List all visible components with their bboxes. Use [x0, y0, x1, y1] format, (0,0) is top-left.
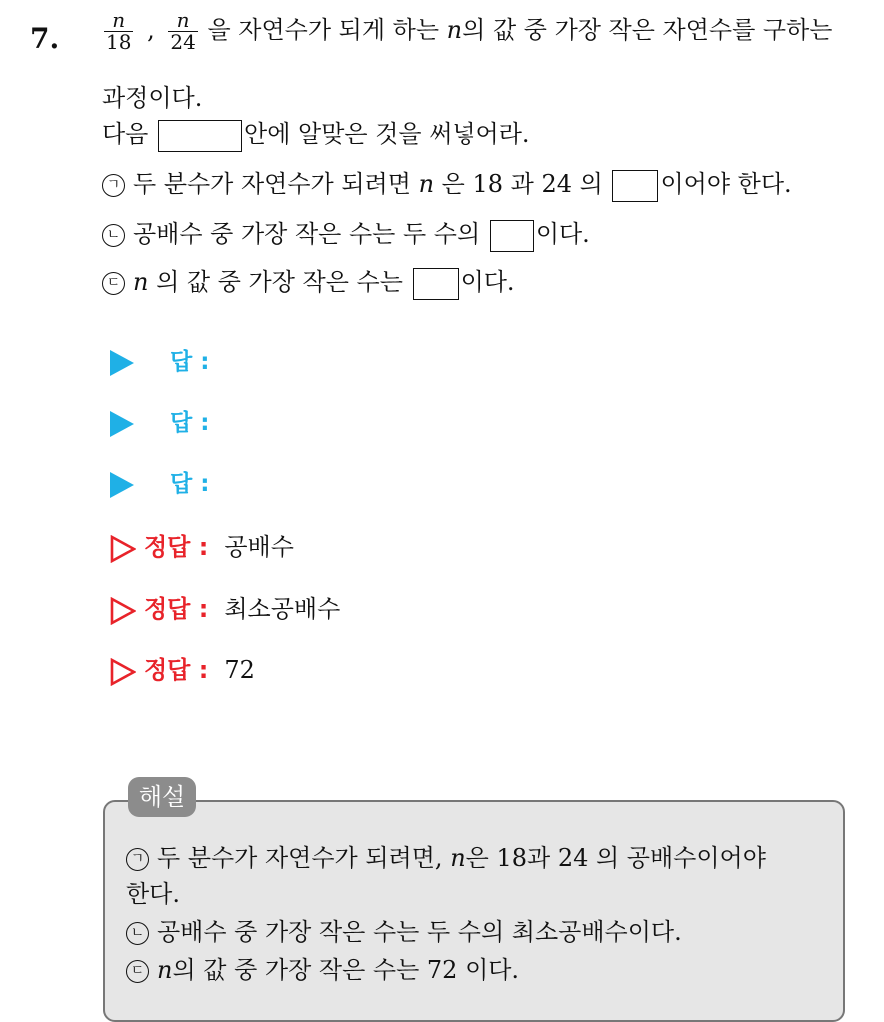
correct-answer-label: 정답 :: [144, 595, 209, 623]
answer-row-3: [110, 465, 209, 498]
outline-triangle-icon: [110, 535, 136, 563]
filled-triangle-icon: [110, 350, 134, 376]
blank-box: [612, 170, 658, 202]
question-line-2: 과정이다.: [102, 84, 203, 112]
question-text-part: 의 값 중 가장 작은 자연수를 구하는: [462, 16, 833, 44]
question-number: 7.: [30, 22, 60, 55]
solution-text: 은 18과 24 의 공배수이어야: [465, 844, 766, 872]
blank-box: [490, 220, 534, 252]
question-item-2: [102, 214, 590, 252]
answer-label: 답 :: [170, 410, 210, 436]
item-text: 공배수 중 가장 작은 수는 두 수의: [133, 220, 481, 248]
item-text: 이다.: [460, 268, 515, 296]
question-item-1: [102, 164, 792, 202]
circled-nieun-marker: ㄴ: [102, 224, 125, 247]
answer-label: 답 :: [170, 349, 210, 375]
solution-line-4: [126, 950, 519, 985]
correct-answer-row-2: [110, 589, 340, 625]
question-item-3: [102, 262, 515, 300]
question-line-1: $\frac{n}{18}$ , $\frac{n}{24}$ 을 자연수가 되게 하는 n의 값 중 가장 작은 자연수를 구하는: [106, 8, 833, 54]
correct-answer-value: 공배수: [224, 533, 294, 561]
solution-line-2: 한다.: [126, 880, 180, 908]
question-text-part: 을 자연수가 되게 하는: [207, 16, 440, 44]
circled-giyeok-marker: ㄱ: [126, 848, 149, 871]
answer-row-1: [110, 343, 209, 376]
fraction-n-over-18: [104, 10, 133, 53]
filled-triangle-icon: [110, 472, 134, 498]
outline-triangle-icon: [110, 597, 136, 625]
circled-digeut-marker: ㄷ: [126, 960, 149, 983]
correct-answer-label: 정답 :: [144, 656, 209, 684]
correct-answer-label: 정답 :: [144, 533, 209, 561]
question-line-3: [102, 114, 530, 152]
item-text: 두 분수가 자연수가 되려면: [133, 170, 411, 198]
solution-text: 두 분수가 자연수가 되려면,: [157, 844, 443, 872]
correct-answer-row-3: [110, 650, 255, 686]
correct-answer-row-1: [110, 527, 294, 563]
item-text: 은 18 과 24 의: [441, 170, 603, 198]
circled-giyeok-marker: ㄱ: [102, 174, 125, 197]
question-text-part: 안에 알맞은 것을 써넣어라.: [244, 120, 530, 148]
variable-n: n: [418, 170, 435, 198]
solution-line-1: [126, 838, 766, 873]
variable-n: n: [157, 956, 173, 984]
item-text: 의 값 중 가장 작은 수는: [156, 268, 403, 296]
blank-box: [413, 268, 459, 300]
correct-answer-value: 최소공배수: [224, 595, 341, 623]
fraction-numerator: n: [112, 8, 126, 32]
solution-text: 공배수 중 가장 작은 수는 두 수의 최소공배수이다.: [157, 918, 682, 946]
solution-box: [103, 800, 845, 1022]
solution-line-3: [126, 912, 682, 947]
outline-triangle-icon: [110, 658, 136, 686]
variable-n: n: [133, 268, 149, 296]
answer-label: 답 :: [170, 471, 210, 497]
correct-answer-value: 72: [224, 656, 255, 684]
fraction-denominator: 24: [170, 30, 196, 54]
variable-n: n: [446, 16, 463, 44]
variable-n: n: [450, 844, 466, 872]
question-text-part: 다음: [102, 120, 149, 148]
item-text: 이다.: [535, 220, 590, 248]
fraction-n-over-24: [168, 10, 197, 53]
fraction-numerator: n: [176, 8, 190, 32]
fraction-denominator: 18: [106, 30, 132, 54]
solution-tag: 해설: [128, 777, 196, 817]
answer-row-2: [110, 404, 209, 437]
blank-box: [158, 120, 242, 152]
circled-nieun-marker: ㄴ: [126, 922, 149, 945]
filled-triangle-icon: [110, 411, 134, 437]
item-text: 이어야 한다.: [660, 170, 792, 198]
solution-text: 의 값 중 가장 작은 수는 72 이다.: [172, 956, 520, 984]
circled-digeut-marker: ㄷ: [102, 272, 125, 295]
